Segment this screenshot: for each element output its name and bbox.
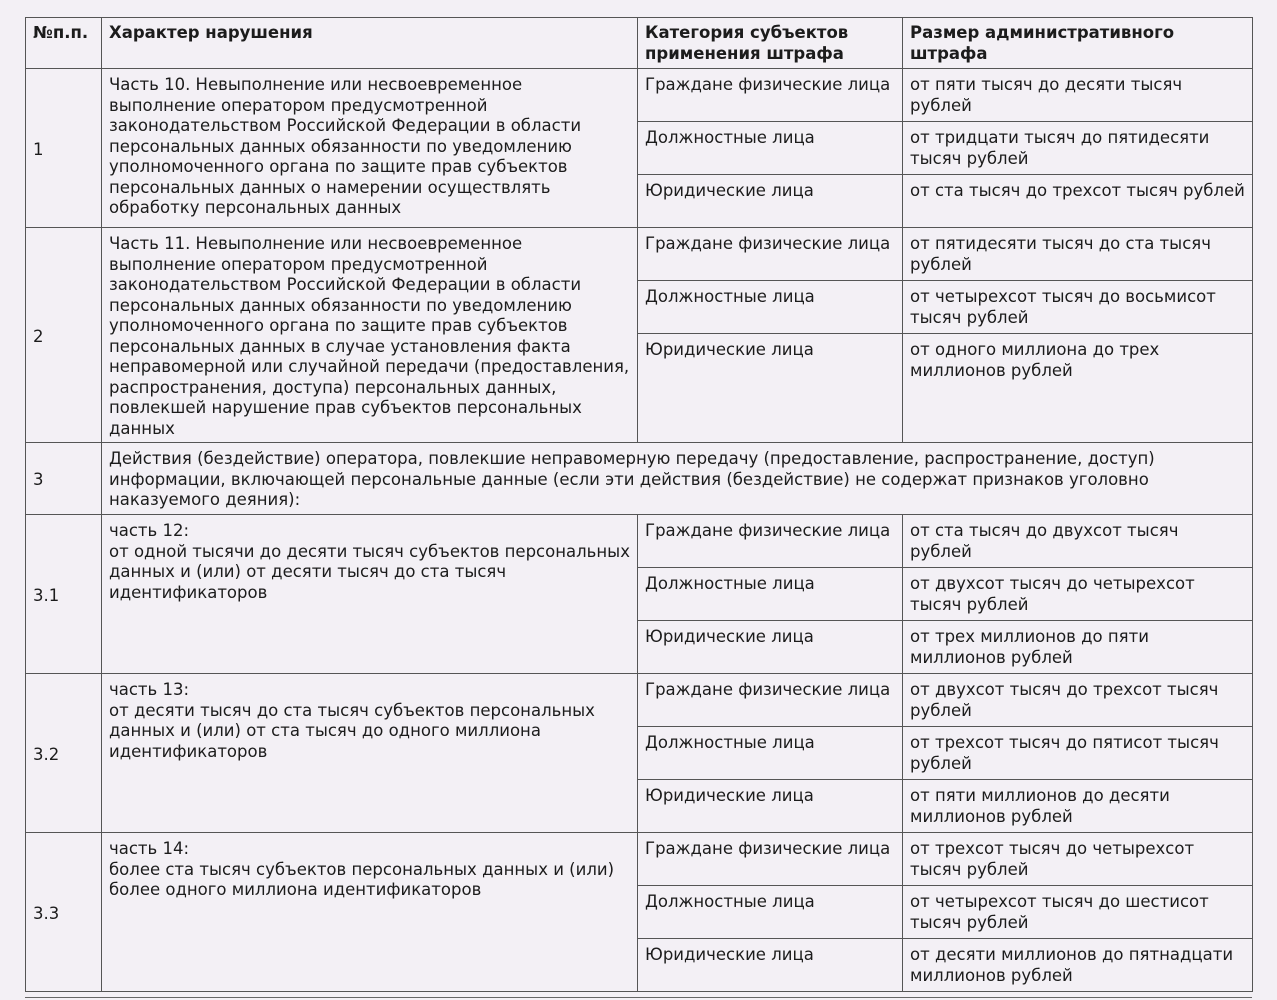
violation-description: Часть 11. Невыполнение или несвоевременное выполнение оператором предусмотренной законодательством Российской Федерации в области персональных данных обязанности по уведомлению уполномоченного органа по защите прав субъектов персональных данных в случае установления факта неправомерной или случайной передачи (предоставления, распространения, доступа) персональных данных, повлекшей нарушение прав субъектов персональных данных: [102, 228, 638, 443]
fine-cell: от тридцати тысяч до пятидесяти тысяч рублей: [903, 122, 1253, 175]
table-row: [26, 443, 1253, 515]
row-number: 3.1: [26, 515, 102, 674]
fine-cell: от двухсот тысяч до трехсот тысяч рублей: [903, 674, 1253, 727]
category-cell: Должностные лица: [638, 886, 903, 939]
category-cell: Граждане физические лица: [638, 515, 903, 568]
header-category: Категория субъектов применения штрафа: [638, 18, 903, 69]
header-row: [26, 18, 1253, 69]
row-number: 1: [26, 69, 102, 228]
table-row: [26, 833, 1253, 886]
fine-cell: от трех миллионов до пяти миллионов рублей: [903, 621, 1253, 674]
fines-table: [25, 17, 1253, 992]
category-cell: Юридические лица: [638, 334, 903, 443]
table-row: [26, 69, 1253, 122]
fine-cell: от трехсот тысяч до пятисот тысяч рублей: [903, 727, 1253, 780]
part-text: от десяти тысяч до ста тысяч субъектов персональных данных и (или) от ста тысяч до одного миллиона идентификаторов: [109, 700, 595, 761]
category-cell: Юридические лица: [638, 621, 903, 674]
fine-cell: от десяти миллионов до пятнадцати миллионов рублей: [903, 939, 1253, 992]
row-number: 3: [26, 443, 102, 515]
category-cell: Должностные лица: [638, 568, 903, 621]
category-cell: Граждане физические лица: [638, 674, 903, 727]
table-row: [26, 228, 1253, 281]
part-label: часть 13:: [109, 680, 190, 699]
fine-cell: от пяти миллионов до десяти миллионов рублей: [903, 780, 1253, 833]
category-cell: Юридические лица: [638, 175, 903, 228]
category-cell: Граждане физические лица: [638, 228, 903, 281]
row-number: 3.2: [26, 674, 102, 833]
violation-description: [102, 515, 638, 674]
category-cell: Юридические лица: [638, 939, 903, 992]
header-fine: Размер административного штрафа: [903, 18, 1253, 69]
fine-cell: от ста тысяч до трехсот тысяч рублей: [903, 175, 1253, 228]
fine-cell: от четырехсот тысяч до шестисот тысяч рублей: [903, 886, 1253, 939]
category-cell: Юридические лица: [638, 780, 903, 833]
violation-description: [102, 833, 638, 992]
row-number: 2: [26, 228, 102, 443]
fine-cell: от ста тысяч до двухсот тысяч рублей: [903, 515, 1253, 568]
fine-cell: от четырехсот тысяч до восьмисот тысяч рублей: [903, 281, 1253, 334]
part-text: от одной тысячи до десяти тысяч субъектов персональных данных и (или) от десяти тысяч до ста тысяч идентификаторов: [109, 541, 630, 602]
violation-description: Действия (бездействие) оператора, повлекшие неправомерную передачу (предоставление, распространение, доступ) информации, включающей персональные данные (если эти действия (бездействие) не содержат признаков уголовно наказуемого деяния):: [102, 443, 1253, 515]
category-cell: Должностные лица: [638, 122, 903, 175]
part-text: более ста тысяч субъектов персональных данных и (или) более одного миллиона идентификаторов: [109, 859, 615, 899]
fine-cell: от одного миллиона до трех миллионов рублей: [903, 334, 1253, 443]
category-cell: Должностные лица: [638, 727, 903, 780]
part-label: часть 14:: [109, 839, 190, 858]
table-row: [26, 515, 1253, 568]
header-violation: Характер нарушения: [102, 18, 638, 69]
violation-description: [102, 674, 638, 833]
fine-cell: от трехсот тысяч до четырехсот тысяч рублей: [903, 833, 1253, 886]
violation-description: Часть 10. Невыполнение или несвоевременное выполнение оператором предусмотренной законодательством Российской Федерации в области персональных данных обязанности по уведомлению уполномоченного органа по защите прав субъектов персональных данных о намерении осуществлять обработку персональных данных: [102, 69, 638, 228]
category-cell: Граждане физические лица: [638, 69, 903, 122]
fine-cell: от пятидесяти тысяч до ста тысяч рублей: [903, 228, 1253, 281]
category-cell: Граждане физические лица: [638, 833, 903, 886]
header-num: №п.п.: [26, 18, 102, 69]
table-row: [26, 674, 1253, 727]
fine-cell: от пяти тысяч до десяти тысяч рублей: [903, 69, 1253, 122]
page-divider: [25, 997, 1252, 998]
row-number: 3.3: [26, 833, 102, 992]
category-cell: Должностные лица: [638, 281, 903, 334]
fine-cell: от двухсот тысяч до четырехсот тысяч рублей: [903, 568, 1253, 621]
part-label: часть 12:: [109, 521, 190, 540]
